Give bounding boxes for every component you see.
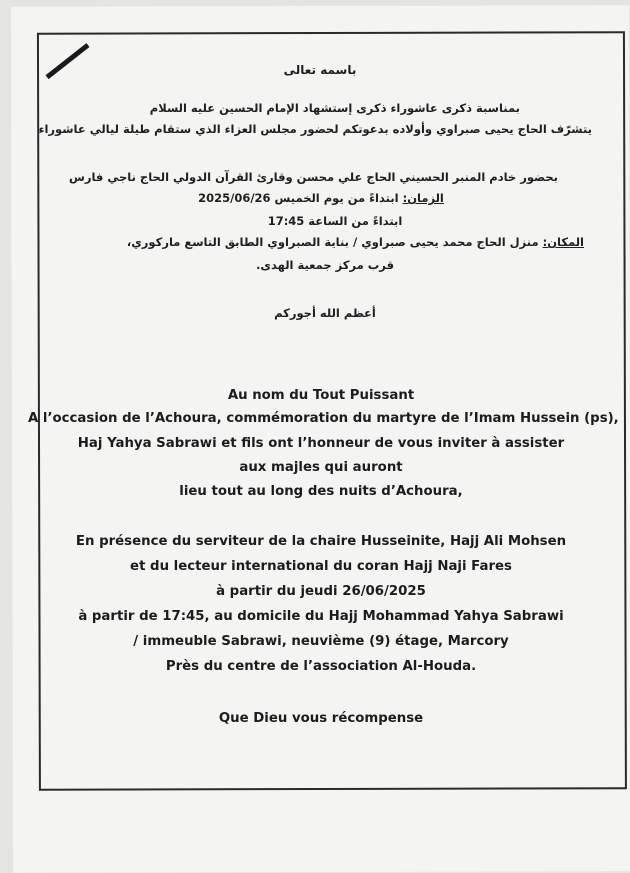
arabic-time-value: ابتداءً من يوم الخميس 2025/06/26: [198, 191, 403, 205]
arabic-place-line-2: قرب مركز جمعية الهدى.: [256, 258, 394, 272]
arabic-occasion-line-2: يتشرّف الحاج يحيى صبراوي وأولاده بدعوتكم لحضور مجلس العزاء الذي ستقام طيلة ليالي عاشوراء: [38, 122, 592, 136]
arabic-time-label: الزمان:: [402, 191, 444, 205]
french-line-11: Près du centre de l’association Al-Houda.: [165, 659, 477, 674]
arabic-closing: أعظم الله أجوركم: [274, 306, 376, 320]
arabic-place-line: [126, 235, 584, 249]
arabic-place-value: منزل الحاج محمد يحيى صبراوي / بناية الصبراوي الطابق التاسع ماركوري،: [126, 235, 543, 249]
french-line-10: / immeuble Sabrawi, neuvième (9) étage, Marcory: [133, 634, 509, 649]
arabic-basmala: باسمه تعالى: [283, 63, 357, 77]
french-line-7: et du lecteur international du coran Hajj Naji Fares: [130, 559, 512, 574]
french-closing: Que Dieu vous récompense: [218, 711, 424, 726]
arabic-hour-line: ابتداءً من الساعة 17:45: [267, 214, 403, 228]
french-line-1: Au nom du Tout Puissant: [227, 388, 415, 403]
arabic-time-line: [192, 193, 450, 205]
french-line-4: aux majles qui auront: [239, 460, 403, 475]
french-line-6: En présence du serviteur de la chaire Husseinite, Hajj Ali Mohsen: [75, 534, 567, 549]
arabic-occasion-line-1: بمناسبة ذكرى عاشوراء ذكرى إستشهاد الإمام الحسين عليه السلام: [149, 101, 520, 115]
french-line-2: A l’occasion de l’Achoura, commémoration du martyre de l’Imam Hussein (ps),: [28, 411, 619, 426]
french-line-8: à partir du jeudi 26/06/2025: [216, 584, 426, 599]
arabic-place-label: المكان:: [542, 235, 584, 249]
arabic-presence-line: بحضور خادم المنبر الحسيني الحاج علي محسن وقارئ القرآن الدولي الحاج ناجي فارس: [69, 170, 558, 184]
french-line-9: à partir de 17:45, au domicile du Hajj Mohammad Yahya Sabrawi: [78, 609, 564, 624]
french-line-5: lieu tout au long des nuits d’Achoura,: [179, 484, 463, 499]
french-line-3: Haj Yahya Sabrawi et fils ont l’honneur de vous inviter à assister: [77, 436, 565, 451]
